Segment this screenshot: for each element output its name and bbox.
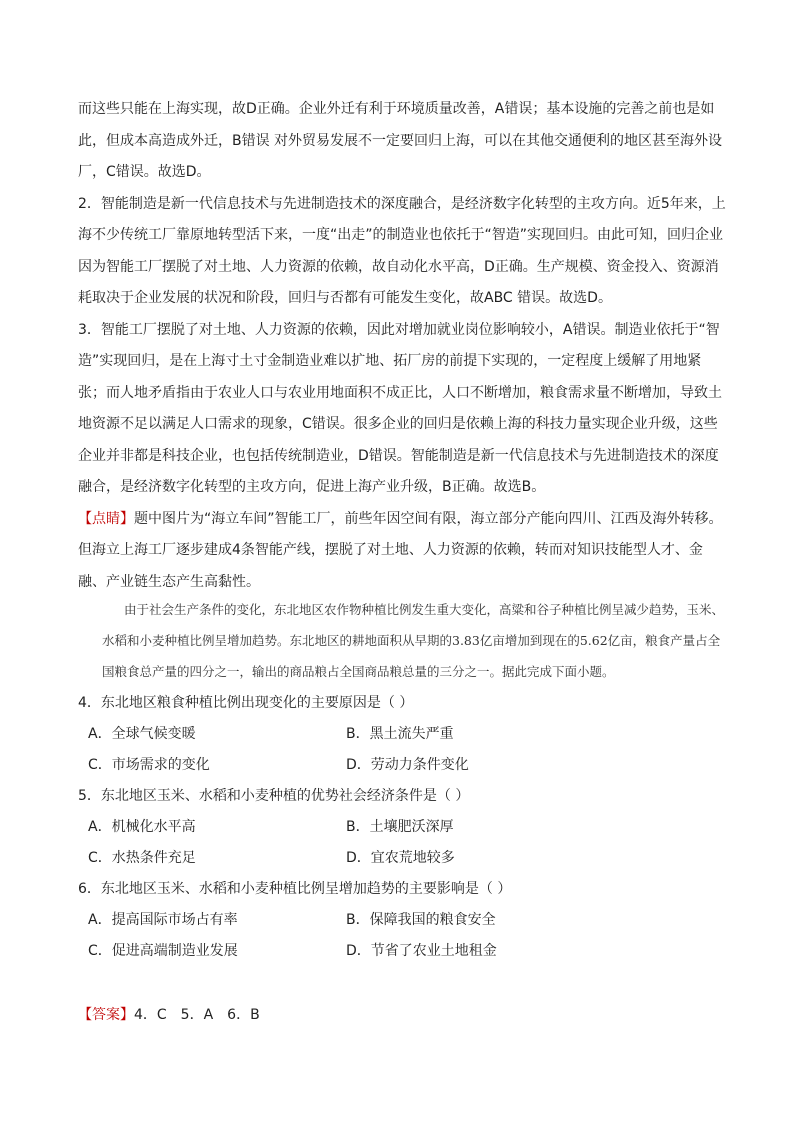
question-5-option-c[interactable]: C．水热条件充足 [88,850,196,866]
question-4-stem: 4．东北地区粮食种植比例出现变化的主要原因是（ ） [78,695,414,711]
analysis-section [78,94,726,598]
question-5-stem: 5．东北地区玉米、水稻和小麦种植的优势社会经济条件是（ ） [78,788,470,804]
question-4-option-a[interactable]: A．全球气候变暖 [88,726,196,742]
answer-line [78,1005,260,1025]
question-5-option-b[interactable]: B．土壤肥沃深厚 [346,819,454,835]
analysis-paragraph-1: 而这些只能在上海实现，故D正确。企业外迁有利于环境质量改善，A错误；基本设施的完善之前也是如此，但成本高造成外迁，B错误 对外贸易发展不一定要回归上海，可以在其他交通便利的地区甚至海外设厂，C错误。故选D。 [78,101,723,180]
answer-tag: 【答案】 [78,1007,134,1023]
tip-paragraph [78,504,726,599]
tip-text: 题中图片为“海立车间”智能工厂，前些年因空间有限，海立部分产能向四川、江西及海外转移。但海立上海工厂逐步建成4条智能产线，摆脱了对土地、人力资源的依赖，转而对知识技能型人才、金融、产业链生态产生高黏性。 [78,510,723,590]
question-6-option-a[interactable]: A．提高国际市场占有率 [88,912,238,928]
question-6-option-b[interactable]: B．保障我国的粮食安全 [346,912,496,928]
question-5-option-a[interactable]: A．机械化水平高 [88,819,196,835]
analysis-paragraph-3: 3．智能工厂摆脱了对土地、人力资源的依赖，因此对增加就业岗位影响较小，A错误。制造业依托于“智造”实现回归，是在上海寸土寸金制造业难以扩地、拓厂房的前提下实现的，一定程度上缓解了用地紧张；而人地矛盾指由于农业人口与农业用地面积不成正比，人口不断增加，粮食需求量不断增加，导致土地资源不足以满足人口需求的现象，C错误。很多企业的回归是依赖上海的科技力量实现企业升级，这些企业并非都是科技企业，也包括传统制造业，D错误。智能制造是新一代信息技术与先进制造技术的深度融合，是经济数字化转型的主攻方向，促进上海产业升级，B正确。故选B。 [78,321,722,495]
question-4-option-c[interactable]: C．市场需求的变化 [88,757,210,773]
question-6-stem: 6．东北地区玉米、水稻和小麦种植比例呈增加趋势的主要影响是（ ） [78,881,512,897]
tip-tag: 【点睛】 [78,510,134,527]
reading-passage: 由于社会生产条件的变化，东北地区农作物种植比例发生重大变化，高粱和谷子种植比例呈减少趋势，玉米、水稻和小麦种植比例呈增加趋势。东北地区的耕地面积从早期的3.83亿亩增加到现在的5.62亿亩，粮食产量占全国粮食总产量的四分之一，输出的商品粮占全国商品粮总量的三分之一。据此完成下面小题。 [102,602,725,679]
question-4-option-d[interactable]: D．劳动力条件变化 [346,757,469,773]
analysis-paragraph-2: 2．智能制造是新一代信息技术与先进制造技术的深度融合，是经济数字化转型的主攻方向。近5年来，上海不少传统工厂靠原地转型活下来，一度“出走”的制造业也依托于“智造”实现回归。由此可知，回归企业因为智能工厂摆脱了对土地、人力资源的依赖，故自动化水平高，D正确。生产规模、资金投入、资源消耗取决于企业发展的状况和阶段，回归与否都有可能发生变化，故ABC 错误。故选D。 [78,195,726,306]
question-5-option-d[interactable]: D．宜农荒地较多 [346,850,455,866]
question-4-option-b[interactable]: B．黑土流失严重 [346,726,454,742]
question-6-option-c[interactable]: C．促进高端制造业发展 [88,943,238,959]
answer-text: 4．C 5．A 6．B [134,1007,260,1023]
question-6-option-d[interactable]: D．节省了农业土地租金 [346,943,497,959]
